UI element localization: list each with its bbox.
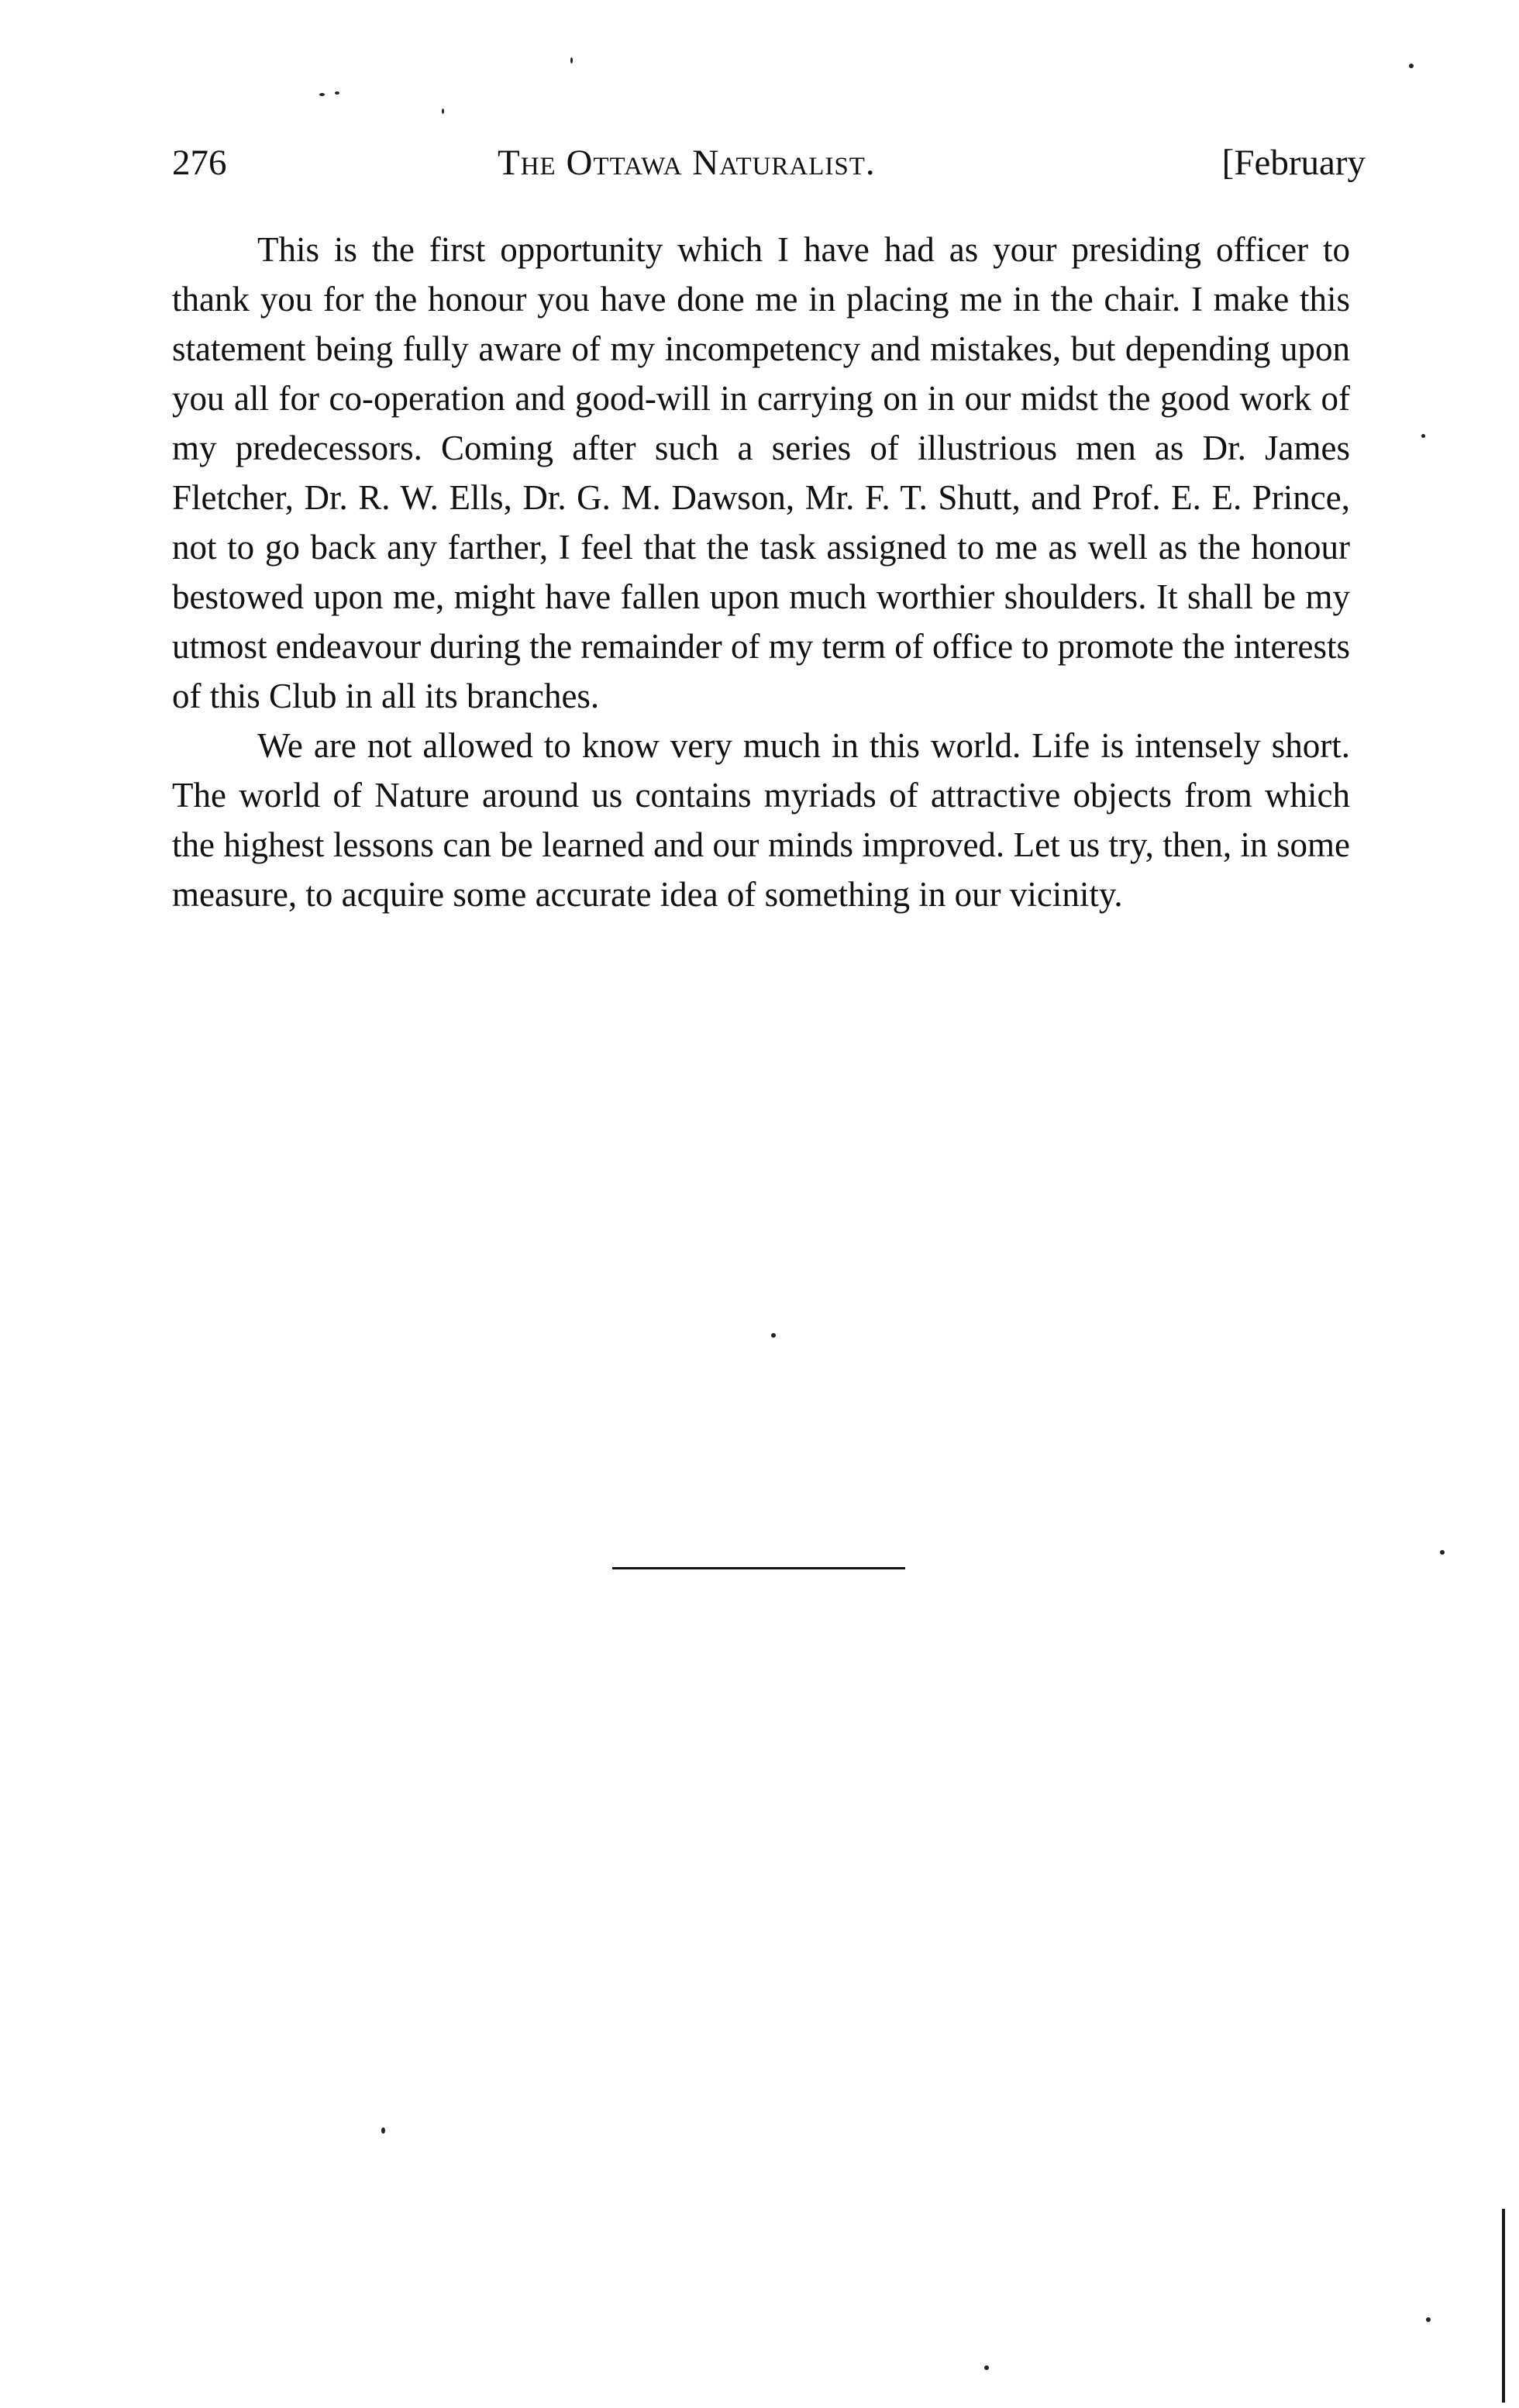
paragraph-presidential-thanks: This is the first opportunity which I have had as your presiding officer to thank you for the honour you have done me in placing me in the chair. I make this statement being fully aware of my incompetency and mistakes, but depending upon you all for co-operation and good-will in carrying on in our midst the good work of my predecessors. Coming after such a series of illustrious men as Dr. James Fletcher, Dr. R. W. Ells, Dr. G. M. Dawson, Mr. F. T. Shutt, and Prof. E. E. Prince, not to go back any farther, I feel that the task assigned to me as well as the honour bestowed upon me, might have fallen upon much worthier shoulders. It shall be my utmost endeavour during the remainder of my term of office to promote the interests of this Club in all its branches. bbox=[172, 230, 1350, 715]
scan-speck bbox=[1421, 434, 1425, 438]
body-text bbox=[172, 225, 1350, 919]
issue-month: [February bbox=[1221, 143, 1366, 183]
page-number: 276 bbox=[172, 143, 227, 183]
scan-speck bbox=[984, 2365, 989, 2370]
scan-edge-line bbox=[1502, 2209, 1505, 2403]
page-header bbox=[172, 132, 1366, 194]
scan-speck bbox=[771, 1333, 776, 1338]
scan-speck bbox=[319, 93, 325, 96]
scan-speck bbox=[1409, 64, 1414, 68]
scan-speck bbox=[335, 91, 339, 95]
section-divider-rule bbox=[612, 1567, 905, 1569]
scan-speck bbox=[570, 57, 573, 64]
journal-title: The Ottawa Naturalist. bbox=[498, 143, 876, 183]
paragraph-nature-study: We are not allowed to know very much in this world. Life is intensely short. The world of Nature around us contains myriads of attractive objects from which the highest lessons can be learned and our minds improved. Let us try, then, in some measure, to acquire some accurate idea of something in our vicinity. bbox=[172, 726, 1350, 914]
scan-speck bbox=[442, 109, 444, 114]
scan-speck bbox=[381, 2127, 385, 2134]
scan-speck bbox=[1426, 2317, 1431, 2322]
scan-speck bbox=[1440, 1550, 1445, 1555]
